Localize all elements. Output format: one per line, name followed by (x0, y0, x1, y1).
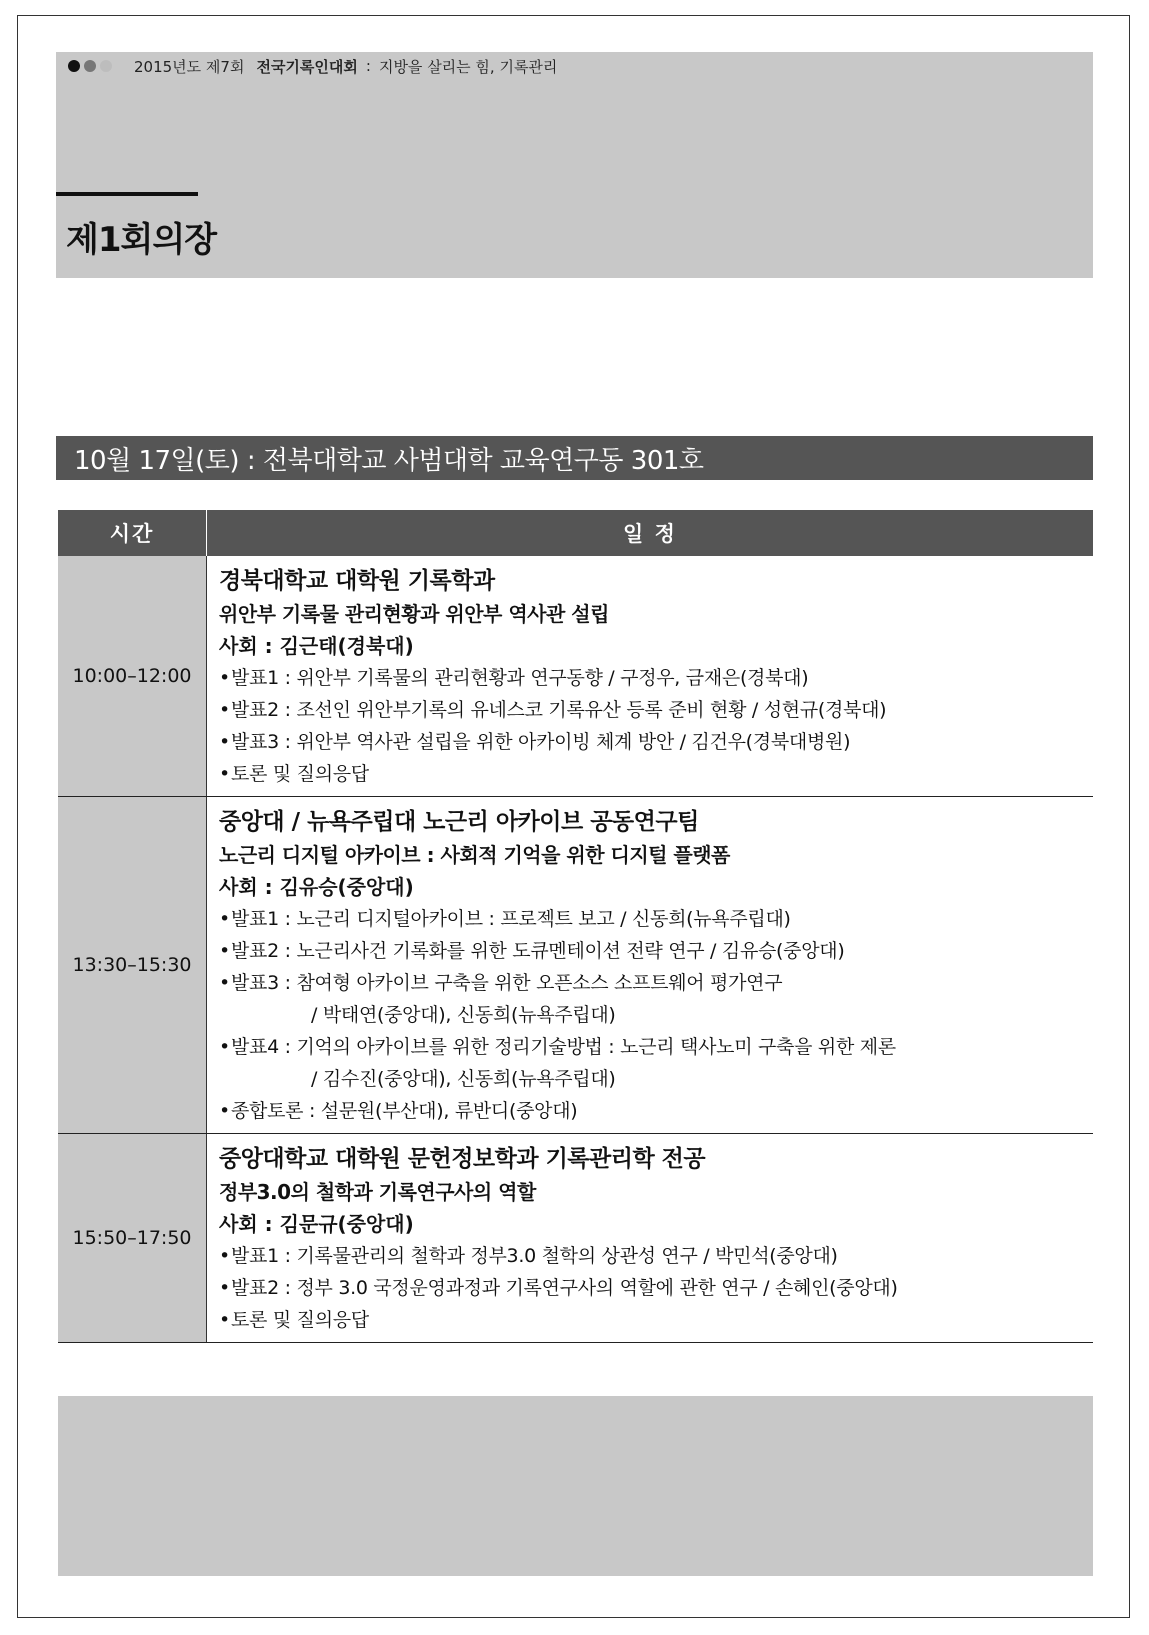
session-moderator: 사회 : 김유승(중앙대) (219, 875, 414, 899)
session-moderator: 사회 : 김문규(중앙대) (219, 1212, 414, 1236)
session-body (207, 1134, 1094, 1343)
running-header (68, 52, 557, 80)
list-item: •발표2 : 정부 3.0 국정운영과정과 기록연구사의 역할에 관한 연구 / 손혜인(중앙대) (219, 1277, 898, 1299)
header-colon: : (365, 57, 371, 75)
session-org: 경북대학교 대학원 기록학과 (219, 568, 495, 594)
list-item: •발표1 : 노근리 디지털아카이브 : 프로젝트 보고 / 신동희(뉴욕주립대) (219, 908, 791, 930)
session-title: 위안부 기록물 관리현황과 위안부 역사관 설립 (219, 602, 609, 626)
session-time: 15:50–17:50 (58, 1134, 207, 1343)
list-item: •발표2 : 조선인 위안부기록의 유네스코 기록유산 등록 준비 현황 / 성현규(경북대) (219, 699, 887, 721)
hall-title: 제1회의장 (66, 220, 217, 260)
table-row (58, 1134, 1093, 1343)
list-item: •발표4 : 기억의 아카이브를 위한 정리기술방법 : 노근리 택사노미 구축을 위한 제론 (219, 1036, 896, 1058)
session-org: 중앙대학교 대학원 문헌정보학과 기록관리학 전공 (219, 1146, 706, 1172)
list-item-continuation: / 박태연(중앙대), 신동희(뉴욕주립대) (311, 1004, 616, 1026)
schedule-table (58, 510, 1093, 1343)
table-row (58, 797, 1093, 1134)
list-item: •발표2 : 노근리사건 기록화를 위한 도큐멘테이션 전략 연구 / 김유승(중앙대) (219, 940, 845, 962)
session-time: 13:30–15:30 (58, 797, 207, 1134)
session-body (207, 556, 1094, 797)
list-item: •발표1 : 위안부 기록물의 관리현황과 연구동향 / 구정우, 금재은(경북대) (219, 667, 809, 689)
list-item: •발표1 : 기록물관리의 철학과 정부3.0 철학의 상관성 연구 / 박민석(중앙대) (219, 1245, 838, 1267)
session-org: 중앙대 / 뉴욕주립대 노근리 아카이브 공동연구팀 (219, 809, 699, 835)
dots-icon (68, 60, 116, 72)
footer-band (58, 1396, 1093, 1576)
session-body (207, 797, 1094, 1134)
list-item: •토론 및 질의응답 (219, 763, 369, 785)
date-venue-bar: 10월 17일(토) : 전북대학교 사범대학 교육연구동 301호 (56, 436, 1093, 480)
col-header-time: 시간 (58, 510, 207, 556)
list-item: •종합토론 : 설문원(부산대), 류반디(중앙대) (219, 1100, 578, 1122)
session-title: 노근리 디지털 아카이브 : 사회적 기억을 위한 디지털 플랫폼 (219, 843, 730, 867)
event-name: 전국기록인대회 (256, 57, 358, 76)
col-header-schedule: 일 정 (207, 510, 1094, 556)
session-time: 10:00–12:00 (58, 556, 207, 797)
header-band (56, 52, 1093, 278)
list-item: •토론 및 질의응답 (219, 1309, 369, 1331)
table-row (58, 556, 1093, 797)
session-moderator: 사회 : 김근태(경북대) (219, 634, 414, 658)
title-rule (56, 192, 198, 196)
list-item: •발표3 : 위안부 역사관 설립을 위한 아카이빙 체계 방안 / 김건우(경북대병원) (219, 731, 851, 753)
session-title: 정부3.0의 철학과 기록연구사의 역할 (219, 1180, 536, 1204)
list-item: •발표3 : 참여형 아카이브 구축을 위한 오픈소스 소프트웨어 평가연구 (219, 972, 783, 994)
event-theme: 지방을 살리는 힘, 기록관리 (378, 57, 558, 76)
year-round: 2015년도 제7회 (134, 57, 245, 76)
table-header-row (58, 510, 1093, 556)
list-item-continuation: / 김수진(중앙대), 신동희(뉴욕주립대) (311, 1068, 616, 1090)
